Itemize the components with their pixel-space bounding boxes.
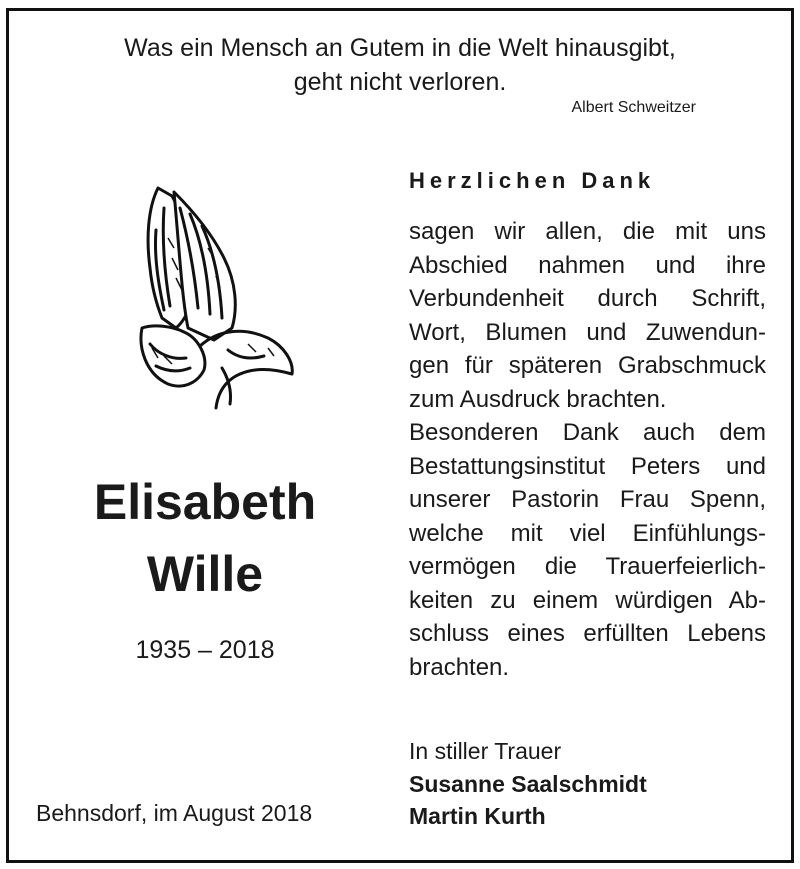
thanks-line: unserer Pastorin Frau Spenn, xyxy=(409,486,766,513)
thanks-text xyxy=(409,215,766,684)
mourner-name: Susanne Saalschmidt xyxy=(409,771,647,797)
thanks-heading: Herzlichen Dank xyxy=(409,168,656,193)
place-date: Behnsdorf, im August 2018 xyxy=(36,800,313,826)
deceased-first-name: Elisabeth xyxy=(93,474,317,530)
thanks-line: brachten. xyxy=(409,653,510,681)
deceased-last-name: Wille xyxy=(146,546,264,602)
mourner-name: Martin Kurth xyxy=(409,803,546,829)
life-years: 1935 – 2018 xyxy=(135,636,275,664)
thanks-line: zum Ausdruck brachten. xyxy=(409,385,667,413)
praying-hands-icon xyxy=(128,178,298,418)
thanks-line: Abschied nahmen und ihre xyxy=(409,251,766,279)
thanks-line: gen für späteren Grabschmuck xyxy=(409,352,766,379)
thanks-line: keiten zu einem würdigen Ab- xyxy=(409,586,766,614)
mourning-intro: In stiller Trauer xyxy=(409,738,562,764)
quote-line-2: geht nicht verloren. xyxy=(293,68,507,96)
thanks-line: welche mit viel Einfühlungs- xyxy=(409,519,766,547)
quote-line-1: Was ein Mensch an Gutem in die Welt hinausgibt, xyxy=(124,34,676,62)
thanks-line: Bestattungsinstitut Peters und xyxy=(409,452,766,480)
thanks-line: schluss eines erfüllten Lebens xyxy=(409,620,766,647)
thanks-line: Besonderen Dank auch dem xyxy=(409,419,766,446)
thanks-line: vermögen die Trauerfeierlich- xyxy=(409,553,766,580)
thanks-line: Wort, Blumen und Zuwendun- xyxy=(409,318,766,346)
thanks-line: sagen wir allen, die mit uns xyxy=(409,218,766,245)
thanks-line: Verbundenheit durch Schrift, xyxy=(409,285,766,312)
quote-author: Albert Schweitzer xyxy=(571,99,696,116)
